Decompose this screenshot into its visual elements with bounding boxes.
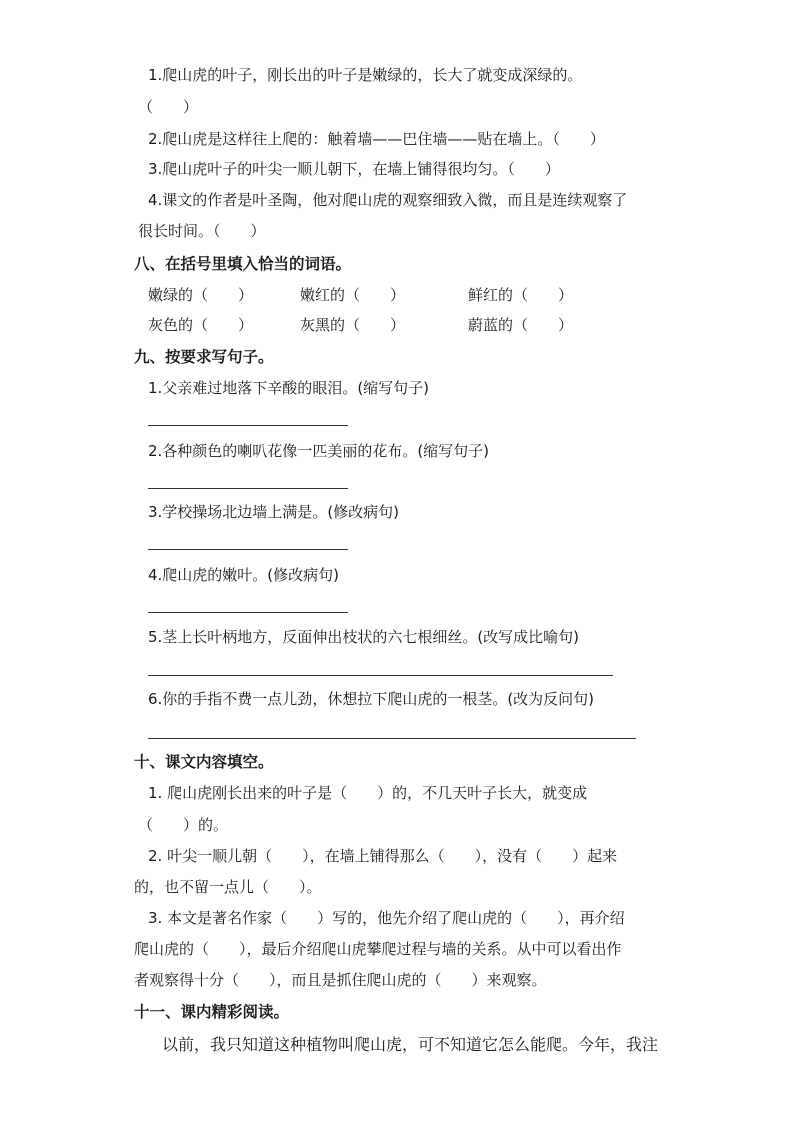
s8-row1-item2[interactable]: 嫩红的（ ） xyxy=(300,286,406,304)
s9-q1-answer-line[interactable] xyxy=(148,425,348,426)
s9-q2: 2.各种颜色的喇叭花像一匹美丽的花布。(缩写句子) xyxy=(148,442,490,460)
s10-q3-line1: 3. 本文是著名作家（ ）写的，他先介绍了爬山虎的（ ），再介绍 xyxy=(148,909,625,927)
s9-q5: 5.茎上长叶柄地方，反面伸出枝状的六七根细丝。(改写成比喻句) xyxy=(148,628,580,646)
s9-q1: 1.父亲难过地落下辛酸的眼泪。(缩写句子) xyxy=(148,379,430,397)
s9-q4: 4.爬山虎的嫩叶。(修改病句) xyxy=(148,566,340,584)
s9-q4-answer-line[interactable] xyxy=(148,612,348,613)
s8-row2-item2[interactable]: 灰黑的（ ） xyxy=(300,316,406,334)
s9-q2-answer-line[interactable] xyxy=(148,488,348,489)
s10-q1-line2: （ ）的。 xyxy=(138,816,229,834)
s8-row2-item1[interactable]: 灰色的（ ） xyxy=(148,316,254,334)
s7-q3: 3.爬山虎叶子的叶尖一顺儿朝下，在墙上铺得很均匀。（ ） xyxy=(148,160,560,178)
s9-q3-answer-line[interactable] xyxy=(148,549,348,550)
s9-q6-answer-line[interactable] xyxy=(148,738,636,739)
s11-paragraph-1: 以前，我只知道这种植物叫爬山虎，可不知道它怎么能爬。今年，我注 xyxy=(162,1035,659,1054)
section-11-heading: 十一、课内精彩阅读。 xyxy=(134,1003,290,1021)
section-8-heading: 八、在括号里填入恰当的词语。 xyxy=(134,255,352,273)
s8-row1-item1[interactable]: 嫩绿的（ ） xyxy=(148,286,254,304)
s10-q2-line2: 的，也不留一点儿（ ）。 xyxy=(134,878,322,896)
s7-q4-line1: 4.课文的作者是叶圣陶，他对爬山虎的观察细致入微，而且是连续观察了 xyxy=(148,191,628,209)
s9-q6: 6.你的手指不费一点儿劲，休想拉下爬山虎的一根茎。(改为反问句) xyxy=(148,690,595,708)
s7-q1-line1: 1.爬山虎的叶子，刚长出的叶子是嫩绿的，长大了就变成深绿的。 xyxy=(148,66,583,84)
s9-q5-answer-line[interactable] xyxy=(148,675,613,676)
section-10-heading: 十、课文内容填空。 xyxy=(134,753,274,771)
s10-q3-line2: 爬山虎的（ ），最后介绍爬山虎攀爬过程与墙的关系。从中可以看出作 xyxy=(134,940,622,958)
s8-row2-item3[interactable]: 蔚蓝的（ ） xyxy=(468,316,574,334)
s10-q1-line1: 1. 爬山虎刚长出来的叶子是（ ）的，不几天叶子长大，就变成 xyxy=(148,784,588,802)
s7-q4-line2: 很长时间。（ ） xyxy=(138,222,266,240)
s10-q3-line3: 者观察得十分（ ），而且是抓住爬山虎的（ ）来观察。 xyxy=(134,971,547,989)
section-9-heading: 九、按要求写句子。 xyxy=(134,348,274,366)
s8-row1-item3[interactable]: 鲜红的（ ） xyxy=(468,286,574,304)
s9-q3: 3.学校操场北边墙上满是。(修改病句) xyxy=(148,503,400,521)
s7-q1-answer[interactable]: （ ） xyxy=(138,98,199,116)
s7-q2: 2.爬山虎是这样往上爬的：触着墙——巴住墙——贴在墙上。（ ） xyxy=(148,130,605,148)
s10-q2-line1: 2. 叶尖一顺儿朝（ ），在墙上铺得那么（ ），没有（ ）起来 xyxy=(148,847,618,865)
